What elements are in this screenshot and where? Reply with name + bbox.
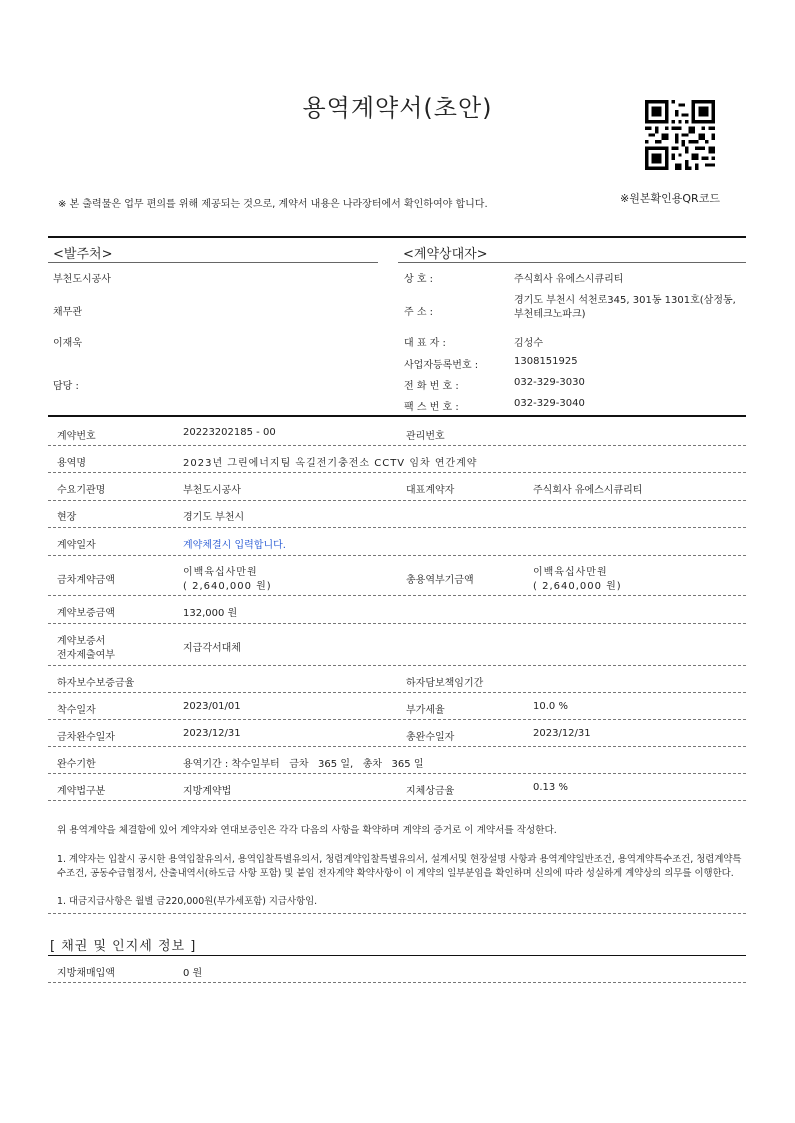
finish-date-label: 금차완수일자 [57, 732, 115, 743]
finish-date: 2023/12/31 [183, 728, 241, 739]
mgmt-no-label: 관리번호 [406, 431, 445, 442]
contractor-value: 1308151925 [514, 356, 578, 367]
orderer-header: <발주처> [53, 247, 113, 262]
vat-label: 부가세율 [406, 705, 445, 716]
contract-no: 20223202185 - 00 [183, 427, 276, 438]
contractor-label: 주 소 : [404, 307, 434, 318]
amount-words: 이백육십사만원 [183, 567, 258, 578]
orderer-name: 부천도시공사 [53, 274, 111, 285]
contractor-label: 팩 스 번 호 : [404, 402, 459, 413]
penalty-label: 지체상금율 [406, 786, 455, 797]
contractor-value: 032-329-3030 [514, 377, 585, 388]
orderer-header-rule [48, 262, 378, 263]
deadline-label: 완수기한 [57, 759, 96, 770]
row-divider [48, 527, 746, 528]
contract-date: 계약체결시 입력합니다. [183, 540, 286, 551]
start-date: 2023/01/01 [183, 701, 241, 712]
bond-section-rule [48, 955, 746, 956]
row-divider [48, 623, 746, 624]
demand-org-label: 수요기관명 [57, 485, 106, 496]
site-label: 현장 [57, 512, 77, 523]
defect-period-label: 하자담보책임기간 [406, 678, 484, 689]
row-divider [48, 445, 746, 446]
bond-label: 계약보증금액 [57, 608, 115, 619]
site: 경기도 부천시 [183, 512, 245, 523]
page-title: 용역계약서(초안) [302, 94, 493, 122]
contractor-value: 김성수 [514, 338, 543, 349]
contractor-value: 032-329-3040 [514, 398, 585, 409]
penalty-rate: 0.13 % [533, 782, 568, 793]
row-divider [48, 800, 746, 801]
total-finish-label: 총완수일자 [406, 732, 455, 743]
clause-2: 1. 대금지급사항은 월별 금220,000원(부가세포함) 지급사항임. [57, 896, 318, 907]
bond-cert-label-2: 전자제출여부 [57, 650, 115, 661]
row-divider [48, 500, 746, 501]
amount-number: ( 2,640,000 원) [183, 581, 272, 592]
row-divider [48, 555, 746, 556]
row-divider [48, 595, 746, 596]
clause-1: 1. 계약자는 입찰시 공시한 용역입찰유의서, 용역입찰특별유의서, 청렴계약입찰특별유의서, 설계서및 현장설명 사항과 용역계약일반조건, 용역계약특수조건, 청렴계약특수조건, 공동수급협정서, 산출내역서(하도급 사항 포함) 및 붙임 전자계약 확약사항이 이 계약의 일부분임을 확인하며 신의에 따라 성실하게 계약상의 의무를 이행한다. [57, 854, 742, 879]
rep-contractor-label: 대표계약자 [406, 485, 455, 496]
clauses-divider [48, 913, 746, 914]
orderer-person: 이재욱 [53, 338, 82, 349]
bond-cert-label-1: 계약보증서 [57, 636, 106, 647]
contractor-label: 전 화 번 호 : [404, 381, 459, 392]
vat-rate: 10.0 % [533, 701, 568, 712]
contractor-value: 주식회사 유에스시큐리티 [514, 274, 624, 285]
start-date-label: 착수일자 [57, 705, 96, 716]
qr-caption: ※원본확인용QR코드 [620, 192, 720, 205]
bond-cert: 지급각서대체 [183, 643, 241, 654]
rep-contractor: 주식회사 유에스시큐리티 [533, 485, 643, 496]
bond-section-title: [ 채권 및 인지세 정보 ] [50, 939, 197, 954]
contractor-header: <계약상대자> [403, 247, 488, 262]
municipal-bond-label: 지방채매입액 [57, 968, 115, 979]
party-top-rule [48, 236, 746, 238]
total-amount-label: 총용역부기금액 [406, 575, 474, 586]
contractor-value: 경기도 부천시 석천로345, 301동 1301호(삼정동, 부천테크노파크) [514, 295, 736, 320]
row-divider [48, 719, 746, 720]
contractor-label: 대 표 자 : [404, 338, 446, 349]
demand-org: 부천도시공사 [183, 485, 241, 496]
total-amount-number: ( 2,640,000 원) [533, 581, 622, 592]
party-bottom-rule [48, 415, 746, 417]
service-name: 2023년 그린에너지팀 옥길전기충전소 CCTV 임차 연간계약 [183, 458, 478, 469]
row-divider [48, 665, 746, 666]
service-name-label: 용역명 [57, 458, 86, 469]
orderer-contact-label: 담당 : [53, 381, 79, 392]
municipal-bond-value: 0 원 [183, 968, 203, 979]
contractor-label: 상 호 : [404, 274, 434, 285]
row-divider [48, 692, 746, 693]
row-divider [48, 982, 746, 983]
contract-law-label: 계약법구분 [57, 786, 106, 797]
contractor-header-rule [398, 262, 746, 263]
deadline: 용역기간 : 착수일부터 금차 365 일, 총차 365 일 [183, 759, 424, 770]
total-finish-date: 2023/12/31 [533, 728, 591, 739]
qr-code [645, 100, 715, 170]
clause-intro: 위 용역계약을 체결함에 있어 계약자와 연대보증인은 각각 다음의 사항을 확약하며 계약의 증거로 이 계약서를 작성한다. [57, 825, 557, 836]
notice-text: ※ 본 출력물은 업무 편의를 위해 제공되는 것으로, 계약서 내용은 나라장터에서 확인하여야 합니다. [58, 199, 488, 210]
contract-law: 지방계약법 [183, 786, 232, 797]
contract-date-label: 계약일자 [57, 540, 96, 551]
defect-bond-label: 하자보수보증금율 [57, 678, 135, 689]
row-divider [48, 746, 746, 747]
orderer-officer-label: 채무관 [53, 307, 82, 318]
amount-label: 금차계약금액 [57, 575, 115, 586]
total-amount-words: 이백육십사만원 [533, 567, 608, 578]
contract-no-label: 계약번호 [57, 431, 96, 442]
row-divider [48, 472, 746, 473]
bond-amount: 132,000 원 [183, 608, 238, 619]
row-divider [48, 773, 746, 774]
contractor-label: 사업자등록번호 : [404, 360, 479, 371]
